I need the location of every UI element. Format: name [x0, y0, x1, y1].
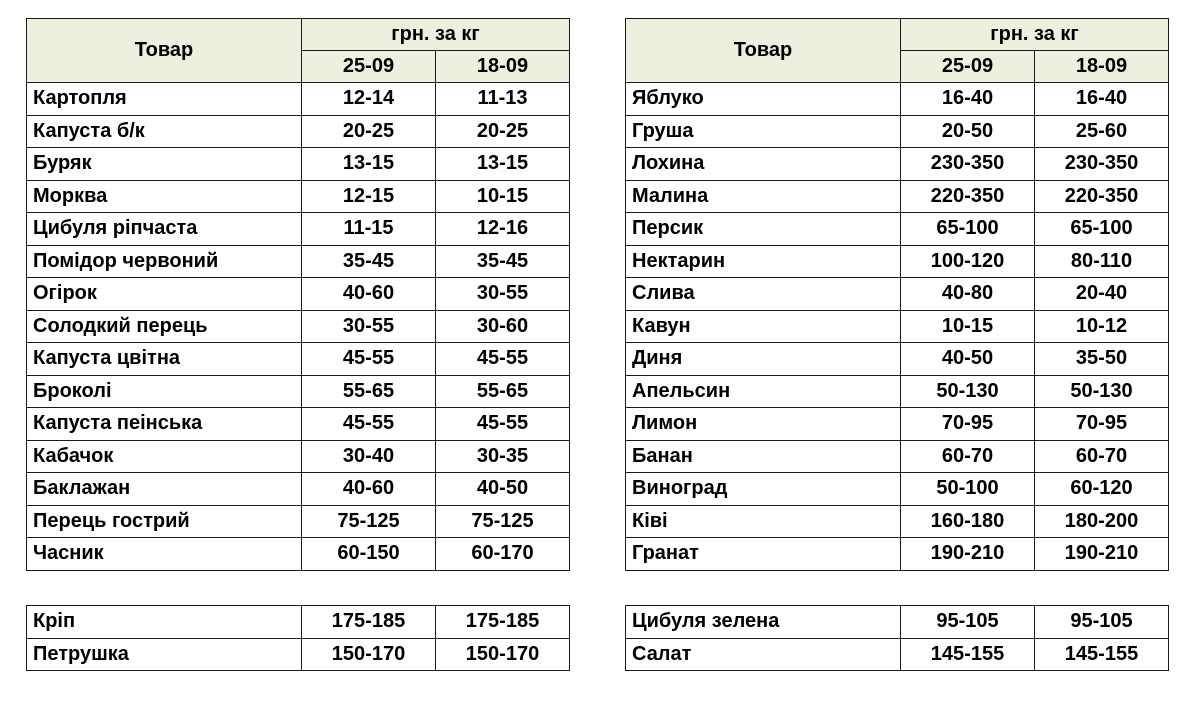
product-name: Малина: [626, 180, 901, 213]
product-name: Капуста б/к: [27, 115, 302, 148]
price-current: 175-185: [302, 606, 436, 639]
price-current: 30-55: [302, 310, 436, 343]
product-name: Солодкий перець: [27, 310, 302, 343]
price-previous: 60-120: [1035, 473, 1169, 506]
table-row: [626, 408, 1169, 441]
price-previous: 180-200: [1035, 505, 1169, 538]
table-row: [626, 245, 1169, 278]
price-current: 145-155: [901, 638, 1035, 671]
price-previous: 190-210: [1035, 538, 1169, 571]
product-name: Огірок: [27, 278, 302, 311]
product-name: Капуста пеінська: [27, 408, 302, 441]
price-current: 190-210: [901, 538, 1035, 571]
table-row: [27, 148, 570, 181]
date-column-header: 25-09: [901, 51, 1035, 83]
product-name: Броколі: [27, 375, 302, 408]
unit-column-header: грн. за кг: [302, 19, 570, 51]
price-current: 100-120: [901, 245, 1035, 278]
product-name: Груша: [626, 115, 901, 148]
price-current: 10-15: [901, 310, 1035, 343]
table-row: [27, 213, 570, 246]
price-previous: 35-45: [436, 245, 570, 278]
product-name: Морква: [27, 180, 302, 213]
product-name: Апельсин: [626, 375, 901, 408]
herbs-price-table-right: [625, 605, 1169, 671]
table-row: [27, 180, 570, 213]
price-current: 11-15: [302, 213, 436, 246]
product-name: Кабачок: [27, 440, 302, 473]
price-previous: 30-35: [436, 440, 570, 473]
table-row: [27, 440, 570, 473]
price-current: 35-45: [302, 245, 436, 278]
price-current: 12-14: [302, 83, 436, 116]
price-current: 70-95: [901, 408, 1035, 441]
table-row: [27, 245, 570, 278]
product-name: Яблуко: [626, 83, 901, 116]
product-name: Виноград: [626, 473, 901, 506]
price-previous: 45-55: [436, 408, 570, 441]
product-name: Картопля: [27, 83, 302, 116]
price-previous: 55-65: [436, 375, 570, 408]
price-current: 20-50: [901, 115, 1035, 148]
price-current: 60-150: [302, 538, 436, 571]
product-name: Нектарин: [626, 245, 901, 278]
product-name: Буряк: [27, 148, 302, 181]
price-previous: 50-130: [1035, 375, 1169, 408]
price-previous: 230-350: [1035, 148, 1169, 181]
table-row: [27, 343, 570, 376]
price-current: 65-100: [901, 213, 1035, 246]
price-current: 16-40: [901, 83, 1035, 116]
price-previous: 80-110: [1035, 245, 1169, 278]
product-name: Цибуля зелена: [626, 606, 901, 639]
price-previous: 30-55: [436, 278, 570, 311]
price-current: 95-105: [901, 606, 1035, 639]
price-previous: 60-70: [1035, 440, 1169, 473]
table-row: [27, 638, 570, 671]
table-row: [626, 83, 1169, 116]
price-current: 50-100: [901, 473, 1035, 506]
herbs-price-table-left: [26, 605, 570, 671]
table-row: [27, 310, 570, 343]
price-previous: 12-16: [436, 213, 570, 246]
price-current: 160-180: [901, 505, 1035, 538]
table-row: [27, 115, 570, 148]
price-current: 40-80: [901, 278, 1035, 311]
price-current: 40-60: [302, 473, 436, 506]
product-name: Петрушка: [27, 638, 302, 671]
table-row: [626, 375, 1169, 408]
price-current: 30-40: [302, 440, 436, 473]
date-column-header: 18-09: [1035, 51, 1169, 83]
price-previous: 35-50: [1035, 343, 1169, 376]
price-current: 75-125: [302, 505, 436, 538]
price-current: 40-60: [302, 278, 436, 311]
price-previous: 40-50: [436, 473, 570, 506]
date-column-header: 18-09: [436, 51, 570, 83]
table-row: [626, 538, 1169, 571]
price-previous: 75-125: [436, 505, 570, 538]
price-current: 230-350: [901, 148, 1035, 181]
price-previous: 145-155: [1035, 638, 1169, 671]
price-previous: 10-15: [436, 180, 570, 213]
product-name: Помідор червоний: [27, 245, 302, 278]
table-row: [626, 180, 1169, 213]
price-previous: 13-15: [436, 148, 570, 181]
price-previous: 20-40: [1035, 278, 1169, 311]
product-name: Кріп: [27, 606, 302, 639]
price-current: 50-130: [901, 375, 1035, 408]
product-column-header: Товар: [626, 19, 901, 83]
price-current: 40-50: [901, 343, 1035, 376]
table-row: [626, 638, 1169, 671]
price-previous: 10-12: [1035, 310, 1169, 343]
price-current: 20-25: [302, 115, 436, 148]
table-row: [626, 505, 1169, 538]
product-name: Цибуля ріпчаста: [27, 213, 302, 246]
product-name: Часник: [27, 538, 302, 571]
price-current: 55-65: [302, 375, 436, 408]
product-name: Лохина: [626, 148, 901, 181]
price-previous: 11-13: [436, 83, 570, 116]
price-previous: 95-105: [1035, 606, 1169, 639]
table-row: [626, 606, 1169, 639]
product-name: Диня: [626, 343, 901, 376]
product-name: Перець гострий: [27, 505, 302, 538]
price-previous: 70-95: [1035, 408, 1169, 441]
product-name: Банан: [626, 440, 901, 473]
product-name: Ківі: [626, 505, 901, 538]
table-row: [27, 473, 570, 506]
price-previous: 25-60: [1035, 115, 1169, 148]
table-row: [27, 83, 570, 116]
product-name: Слива: [626, 278, 901, 311]
table-row: [626, 473, 1169, 506]
product-column-header: Товар: [27, 19, 302, 83]
table-row: [626, 278, 1169, 311]
product-name: Лимон: [626, 408, 901, 441]
table-row: [626, 115, 1169, 148]
price-previous: 30-60: [436, 310, 570, 343]
price-previous: 65-100: [1035, 213, 1169, 246]
product-name: Капуста цвітна: [27, 343, 302, 376]
vegetables-rows: [27, 83, 570, 571]
price-previous: 16-40: [1035, 83, 1169, 116]
table-row: [626, 310, 1169, 343]
fruits-rows: [626, 83, 1169, 571]
price-current: 45-55: [302, 408, 436, 441]
price-current: 150-170: [302, 638, 436, 671]
table-row: [626, 343, 1169, 376]
table-row: [27, 538, 570, 571]
date-column-header: 25-09: [302, 51, 436, 83]
price-previous: 45-55: [436, 343, 570, 376]
price-previous: 220-350: [1035, 180, 1169, 213]
table-row: [27, 278, 570, 311]
table-row: [27, 505, 570, 538]
table-row: [626, 148, 1169, 181]
price-previous: 60-170: [436, 538, 570, 571]
product-name: Гранат: [626, 538, 901, 571]
vegetables-price-table: [26, 18, 570, 571]
table-row: [27, 408, 570, 441]
price-current: 220-350: [901, 180, 1035, 213]
fruits-price-table: [625, 18, 1169, 571]
product-name: Салат: [626, 638, 901, 671]
product-name: Персик: [626, 213, 901, 246]
price-current: 45-55: [302, 343, 436, 376]
table-row: [626, 213, 1169, 246]
product-name: Кавун: [626, 310, 901, 343]
price-previous: 20-25: [436, 115, 570, 148]
table-row: [27, 606, 570, 639]
price-previous: 150-170: [436, 638, 570, 671]
table-row: [27, 375, 570, 408]
price-current: 60-70: [901, 440, 1035, 473]
price-current: 12-15: [302, 180, 436, 213]
price-previous: 175-185: [436, 606, 570, 639]
product-name: Баклажан: [27, 473, 302, 506]
table-row: [626, 440, 1169, 473]
unit-column-header: грн. за кг: [901, 19, 1169, 51]
price-current: 13-15: [302, 148, 436, 181]
